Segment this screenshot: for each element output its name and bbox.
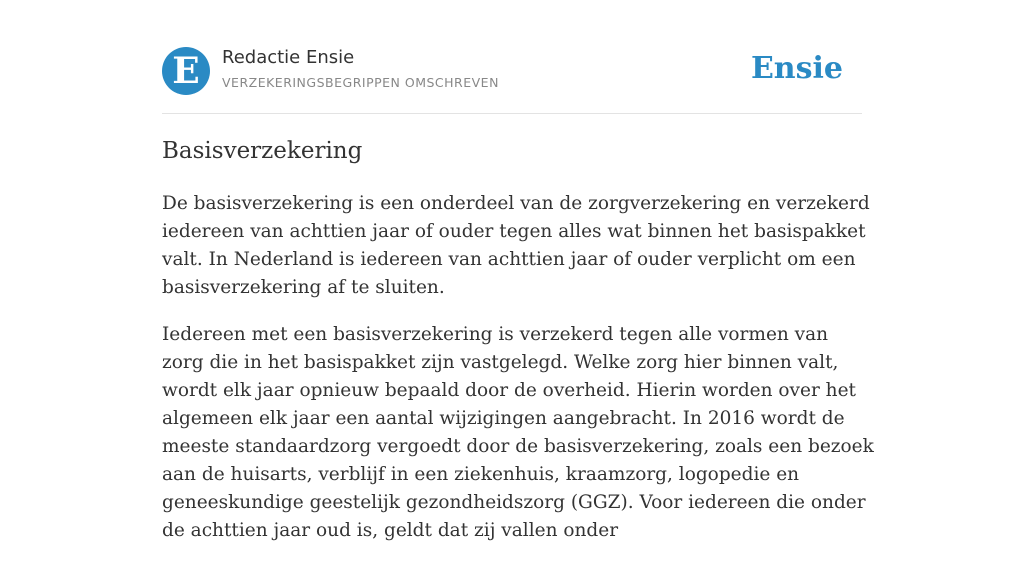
article-title: Basisverzekering bbox=[162, 138, 363, 164]
author-name[interactable]: Redactie Ensie bbox=[222, 47, 355, 68]
header bbox=[162, 46, 862, 96]
avatar[interactable]: E bbox=[162, 47, 210, 95]
header-divider bbox=[162, 113, 862, 114]
paragraph-1: De basisverzekering is een onderdeel van de zorgverzekering en verzekerd iedereen van achttien jaar of ouder tegen alles wat binnen het basispakket valt. In Nederland is iedereen van achttien jaar of ouder verplicht om een basisverzekering af te sluiten. bbox=[162, 193, 870, 298]
paragraph-2: Iedereen met een basisverzekering is verzekerd tegen alle vormen van zorg die in het basispakket zijn vastgelegd. Welke zorg hier binnen valt, wordt elk jaar opnieuw bepaald door de overheid. Hierin worden over het algemeen elk jaar een aantal wijzigingen aangebracht. In 2016 wordt de meeste standaardzorg vergoedt door de basisverzekering, zoals een bezoek aan de huisarts, verblijf in een ziekenhuis, kraamzorg, logopedie en geneeskundige geestelijk gezondheidszorg (GGZ). Voor iedereen die onder de achttien jaar oud is, geldt dat zij vallen onder bbox=[162, 324, 874, 541]
author-subtitle: VERZEKERINGSBEGRIPPEN OMSCHREVEN bbox=[222, 75, 499, 90]
article-body bbox=[162, 190, 874, 564]
brand-logo[interactable]: Ensie bbox=[750, 51, 843, 86]
